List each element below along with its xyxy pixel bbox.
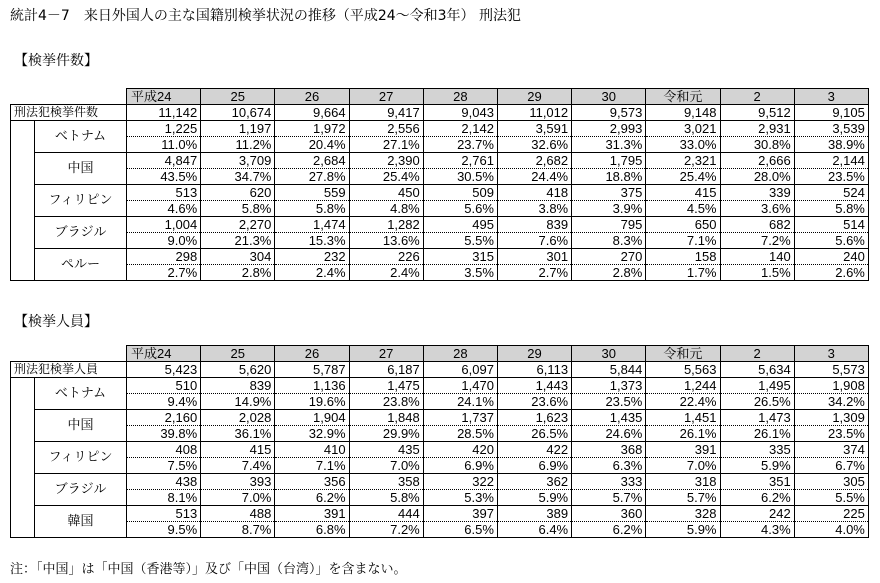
total-value: 11,142: [127, 105, 201, 121]
count-value: 415: [201, 442, 275, 458]
count-value: 2,390: [349, 153, 423, 169]
percent-value: 23.5%: [794, 169, 868, 185]
percent-value: 2.7%: [497, 265, 571, 281]
percent-value: 4.5%: [646, 201, 720, 217]
percent-value: 2.6%: [794, 265, 868, 281]
count-value: 620: [201, 185, 275, 201]
percent-value: 6.2%: [275, 490, 349, 506]
count-value: 1,495: [720, 378, 794, 394]
percent-value: 4.3%: [720, 522, 794, 538]
total-value: 9,664: [275, 105, 349, 121]
year-header: 25: [201, 89, 275, 105]
count-value: 1,282: [349, 217, 423, 233]
percent-row: [11, 137, 869, 153]
header-blank-cell: [11, 346, 127, 362]
indent-cell: [11, 410, 35, 442]
count-value: 358: [349, 474, 423, 490]
year-header: 3: [794, 89, 868, 105]
percent-row: [11, 522, 869, 538]
year-header: 令和元: [646, 346, 720, 362]
percent-value: 26.1%: [646, 426, 720, 442]
total-label: 刑法犯検挙人員: [11, 362, 127, 378]
count-value: 1,435: [572, 410, 646, 426]
percent-value: 6.9%: [423, 458, 497, 474]
percent-value: 7.2%: [349, 522, 423, 538]
year-header: 27: [349, 346, 423, 362]
count-value: 1,197: [201, 121, 275, 137]
percent-value: 26.5%: [720, 394, 794, 410]
percent-value: 28.5%: [423, 426, 497, 442]
year-header: 25: [201, 346, 275, 362]
year-header: 29: [497, 89, 571, 105]
count-value: 510: [127, 378, 201, 394]
count-value: 1,443: [497, 378, 571, 394]
percent-value: 3.6%: [720, 201, 794, 217]
year-header: 30: [572, 346, 646, 362]
count-value: 2,144: [794, 153, 868, 169]
count-value: 2,142: [423, 121, 497, 137]
count-row: [11, 217, 869, 233]
percent-value: 23.5%: [572, 394, 646, 410]
percent-value: 2.8%: [201, 265, 275, 281]
percent-value: 5.9%: [497, 490, 571, 506]
percent-value: 6.8%: [275, 522, 349, 538]
count-row: [11, 410, 869, 426]
percent-value: 5.9%: [720, 458, 794, 474]
nationality-label: フィリピン: [35, 442, 127, 474]
count-value: 795: [572, 217, 646, 233]
count-value: 140: [720, 249, 794, 265]
count-value: 333: [572, 474, 646, 490]
count-value: 304: [201, 249, 275, 265]
year-header: 2: [720, 346, 794, 362]
header-blank-cell: [11, 89, 127, 105]
page-title: 統計4－7 来日外国人の主な国籍別検挙状況の推移（平成24～令和3年） 刑法犯: [10, 8, 521, 24]
count-value: 3,709: [201, 153, 275, 169]
indent-cell: [11, 185, 35, 217]
count-row: [11, 474, 869, 490]
percent-value: 2.7%: [127, 265, 201, 281]
percent-value: 14.9%: [201, 394, 275, 410]
percent-value: 3.9%: [572, 201, 646, 217]
count-value: 391: [646, 442, 720, 458]
percent-value: 5.8%: [201, 201, 275, 217]
indent-cell: [11, 506, 35, 538]
year-header: 30: [572, 89, 646, 105]
percent-value: 5.6%: [423, 201, 497, 217]
header-row: [11, 346, 869, 362]
percent-value: 4.6%: [127, 201, 201, 217]
count-row: [11, 249, 869, 265]
count-value: 839: [201, 378, 275, 394]
percent-value: 5.8%: [349, 490, 423, 506]
percent-value: 32.6%: [497, 137, 571, 153]
count-value: 513: [127, 185, 201, 201]
total-value: 6,097: [423, 362, 497, 378]
percent-value: 5.3%: [423, 490, 497, 506]
count-value: 2,682: [497, 153, 571, 169]
count-value: 410: [275, 442, 349, 458]
section-heading-cases: 【検挙件数】: [14, 53, 98, 69]
count-value: 3,539: [794, 121, 868, 137]
count-value: 2,666: [720, 153, 794, 169]
percent-value: 19.6%: [275, 394, 349, 410]
percent-value: 8.3%: [572, 233, 646, 249]
percent-value: 25.4%: [349, 169, 423, 185]
count-row: [11, 121, 869, 137]
nationality-label: 韓国: [35, 506, 127, 538]
count-value: 418: [497, 185, 571, 201]
count-value: 450: [349, 185, 423, 201]
year-header: 29: [497, 346, 571, 362]
count-value: 422: [497, 442, 571, 458]
year-header: 2: [720, 89, 794, 105]
count-value: 408: [127, 442, 201, 458]
count-value: 1,473: [720, 410, 794, 426]
percent-value: 11.0%: [127, 137, 201, 153]
percent-value: 3.8%: [497, 201, 571, 217]
percent-value: 7.1%: [646, 233, 720, 249]
total-value: 9,148: [646, 105, 720, 121]
percent-value: 5.6%: [794, 233, 868, 249]
percent-row: [11, 458, 869, 474]
count-value: 360: [572, 506, 646, 522]
percent-row: [11, 201, 869, 217]
percent-value: 3.5%: [423, 265, 497, 281]
percent-value: 9.4%: [127, 394, 201, 410]
count-row: [11, 506, 869, 522]
percent-value: 23.8%: [349, 394, 423, 410]
percent-value: 2.4%: [275, 265, 349, 281]
year-header: 平成24: [127, 346, 201, 362]
count-value: 226: [349, 249, 423, 265]
count-value: 339: [720, 185, 794, 201]
count-value: 158: [646, 249, 720, 265]
count-value: 389: [497, 506, 571, 522]
count-value: 514: [794, 217, 868, 233]
percent-value: 5.8%: [794, 201, 868, 217]
percent-value: 32.9%: [275, 426, 349, 442]
count-value: 839: [497, 217, 571, 233]
percent-row: [11, 394, 869, 410]
indent-cell: [11, 153, 35, 185]
total-value: 6,113: [497, 362, 571, 378]
footnote: 注：「中国」は「中国（香港等）」及び「中国（台湾）」を含まない。: [10, 562, 407, 577]
count-value: 495: [423, 217, 497, 233]
count-value: 559: [275, 185, 349, 201]
year-header: 3: [794, 346, 868, 362]
count-value: 1,373: [572, 378, 646, 394]
percent-value: 26.1%: [720, 426, 794, 442]
count-value: 1,475: [349, 378, 423, 394]
nationality-label: ブラジル: [35, 217, 127, 249]
count-value: 1,623: [497, 410, 571, 426]
percent-value: 20.4%: [275, 137, 349, 153]
count-row: [11, 185, 869, 201]
count-value: 435: [349, 442, 423, 458]
total-row: [11, 362, 869, 378]
total-value: 9,105: [794, 105, 868, 121]
count-row: [11, 153, 869, 169]
count-value: 420: [423, 442, 497, 458]
count-value: 374: [794, 442, 868, 458]
percent-value: 24.4%: [497, 169, 571, 185]
percent-value: 7.0%: [349, 458, 423, 474]
header-row: [11, 89, 869, 105]
count-value: 1,470: [423, 378, 497, 394]
percent-value: 36.1%: [201, 426, 275, 442]
total-value: 5,634: [720, 362, 794, 378]
total-value: 5,563: [646, 362, 720, 378]
total-value: 5,573: [794, 362, 868, 378]
count-value: 4,847: [127, 153, 201, 169]
count-row: [11, 378, 869, 394]
indent-cell: [11, 474, 35, 506]
count-value: 1,908: [794, 378, 868, 394]
percent-value: 29.9%: [349, 426, 423, 442]
total-value: 9,417: [349, 105, 423, 121]
percent-value: 8.1%: [127, 490, 201, 506]
count-value: 509: [423, 185, 497, 201]
year-header: 令和元: [646, 89, 720, 105]
percent-value: 5.7%: [646, 490, 720, 506]
percent-value: 4.0%: [794, 522, 868, 538]
count-value: 1,795: [572, 153, 646, 169]
percent-value: 1.7%: [646, 265, 720, 281]
count-value: 335: [720, 442, 794, 458]
percent-value: 13.6%: [349, 233, 423, 249]
nationality-label: ブラジル: [35, 474, 127, 506]
percent-row: [11, 490, 869, 506]
percent-value: 23.5%: [794, 426, 868, 442]
percent-value: 4.8%: [349, 201, 423, 217]
percent-value: 39.8%: [127, 426, 201, 442]
count-value: 375: [572, 185, 646, 201]
percent-value: 1.5%: [720, 265, 794, 281]
count-value: 1,972: [275, 121, 349, 137]
percent-row: [11, 426, 869, 442]
count-value: 1,451: [646, 410, 720, 426]
count-value: 232: [275, 249, 349, 265]
indent-cell: [11, 442, 35, 474]
percent-value: 11.2%: [201, 137, 275, 153]
total-label: 刑法犯検挙件数: [11, 105, 127, 121]
count-value: 2,028: [201, 410, 275, 426]
count-row: [11, 442, 869, 458]
percent-value: 30.8%: [720, 137, 794, 153]
count-value: 397: [423, 506, 497, 522]
count-value: 315: [423, 249, 497, 265]
count-value: 524: [794, 185, 868, 201]
count-value: 1,244: [646, 378, 720, 394]
count-value: 362: [497, 474, 571, 490]
percent-value: 2.4%: [349, 265, 423, 281]
percent-value: 23.7%: [423, 137, 497, 153]
percent-value: 6.7%: [794, 458, 868, 474]
indent-cell: [11, 249, 35, 281]
percent-value: 21.3%: [201, 233, 275, 249]
year-header: 27: [349, 89, 423, 105]
percent-value: 27.8%: [275, 169, 349, 185]
persons-table: [10, 345, 869, 538]
count-value: 351: [720, 474, 794, 490]
count-value: 650: [646, 217, 720, 233]
percent-row: [11, 265, 869, 281]
cases-table: [10, 88, 869, 281]
percent-value: 7.1%: [275, 458, 349, 474]
total-value: 11,012: [497, 105, 571, 121]
year-header: 26: [275, 346, 349, 362]
percent-value: 5.9%: [646, 522, 720, 538]
total-row: [11, 105, 869, 121]
percent-value: 7.2%: [720, 233, 794, 249]
percent-value: 30.5%: [423, 169, 497, 185]
year-header: 平成24: [127, 89, 201, 105]
percent-value: 26.5%: [497, 426, 571, 442]
percent-value: 28.0%: [720, 169, 794, 185]
percent-value: 33.0%: [646, 137, 720, 153]
percent-value: 2.8%: [572, 265, 646, 281]
indent-cell: [11, 378, 35, 410]
percent-value: 24.1%: [423, 394, 497, 410]
count-value: 1,004: [127, 217, 201, 233]
percent-row: [11, 169, 869, 185]
percent-value: 22.4%: [646, 394, 720, 410]
count-value: 2,321: [646, 153, 720, 169]
percent-value: 5.8%: [275, 201, 349, 217]
count-value: 2,270: [201, 217, 275, 233]
percent-value: 43.5%: [127, 169, 201, 185]
count-value: 240: [794, 249, 868, 265]
percent-value: 8.7%: [201, 522, 275, 538]
count-value: 318: [646, 474, 720, 490]
count-value: 298: [127, 249, 201, 265]
percent-value: 34.7%: [201, 169, 275, 185]
count-value: 438: [127, 474, 201, 490]
count-value: 2,684: [275, 153, 349, 169]
count-value: 2,993: [572, 121, 646, 137]
count-value: 2,761: [423, 153, 497, 169]
percent-value: 25.4%: [646, 169, 720, 185]
count-value: 368: [572, 442, 646, 458]
nationality-label: フィリピン: [35, 185, 127, 217]
nationality-label: 中国: [35, 410, 127, 442]
count-value: 391: [275, 506, 349, 522]
count-value: 1,309: [794, 410, 868, 426]
percent-value: 7.0%: [201, 490, 275, 506]
count-value: 270: [572, 249, 646, 265]
year-header: 28: [423, 89, 497, 105]
year-header: 26: [275, 89, 349, 105]
total-value: 5,423: [127, 362, 201, 378]
percent-value: 5.5%: [423, 233, 497, 249]
total-value: 9,512: [720, 105, 794, 121]
count-value: 301: [497, 249, 571, 265]
percent-value: 6.5%: [423, 522, 497, 538]
count-value: 1,474: [275, 217, 349, 233]
percent-row: [11, 233, 869, 249]
indent-cell: [11, 217, 35, 249]
percent-value: 34.2%: [794, 394, 868, 410]
indent-cell: [11, 121, 35, 153]
percent-value: 31.3%: [572, 137, 646, 153]
percent-value: 7.0%: [646, 458, 720, 474]
percent-value: 27.1%: [349, 137, 423, 153]
percent-value: 5.7%: [572, 490, 646, 506]
count-value: 225: [794, 506, 868, 522]
count-value: 682: [720, 217, 794, 233]
percent-value: 18.8%: [572, 169, 646, 185]
total-value: 10,674: [201, 105, 275, 121]
percent-value: 6.9%: [497, 458, 571, 474]
count-value: 513: [127, 506, 201, 522]
count-value: 1,904: [275, 410, 349, 426]
percent-value: 6.3%: [572, 458, 646, 474]
count-value: 2,556: [349, 121, 423, 137]
percent-value: 24.6%: [572, 426, 646, 442]
count-value: 242: [720, 506, 794, 522]
total-value: 6,187: [349, 362, 423, 378]
count-value: 444: [349, 506, 423, 522]
count-value: 1,848: [349, 410, 423, 426]
total-value: 5,787: [275, 362, 349, 378]
section-heading-persons: 【検挙人員】: [14, 314, 98, 330]
nationality-label: ベトナム: [35, 121, 127, 153]
percent-value: 15.3%: [275, 233, 349, 249]
percent-value: 7.6%: [497, 233, 571, 249]
year-header: 28: [423, 346, 497, 362]
count-value: 1,737: [423, 410, 497, 426]
count-value: 328: [646, 506, 720, 522]
count-value: 2,160: [127, 410, 201, 426]
count-value: 2,931: [720, 121, 794, 137]
count-value: 3,591: [497, 121, 571, 137]
percent-value: 6.2%: [572, 522, 646, 538]
count-value: 488: [201, 506, 275, 522]
count-value: 393: [201, 474, 275, 490]
total-value: 5,620: [201, 362, 275, 378]
percent-value: 7.5%: [127, 458, 201, 474]
total-value: 5,844: [572, 362, 646, 378]
count-value: 415: [646, 185, 720, 201]
percent-value: 6.4%: [497, 522, 571, 538]
percent-value: 6.2%: [720, 490, 794, 506]
count-value: 1,225: [127, 121, 201, 137]
percent-value: 5.5%: [794, 490, 868, 506]
count-value: 305: [794, 474, 868, 490]
count-value: 1,136: [275, 378, 349, 394]
percent-value: 23.6%: [497, 394, 571, 410]
nationality-label: ベトナム: [35, 378, 127, 410]
percent-value: 9.5%: [127, 522, 201, 538]
count-value: 3,021: [646, 121, 720, 137]
percent-value: 7.4%: [201, 458, 275, 474]
total-value: 9,573: [572, 105, 646, 121]
count-value: 356: [275, 474, 349, 490]
nationality-label: ペルー: [35, 249, 127, 281]
total-value: 9,043: [423, 105, 497, 121]
nationality-label: 中国: [35, 153, 127, 185]
count-value: 322: [423, 474, 497, 490]
percent-value: 9.0%: [127, 233, 201, 249]
percent-value: 38.9%: [794, 137, 868, 153]
